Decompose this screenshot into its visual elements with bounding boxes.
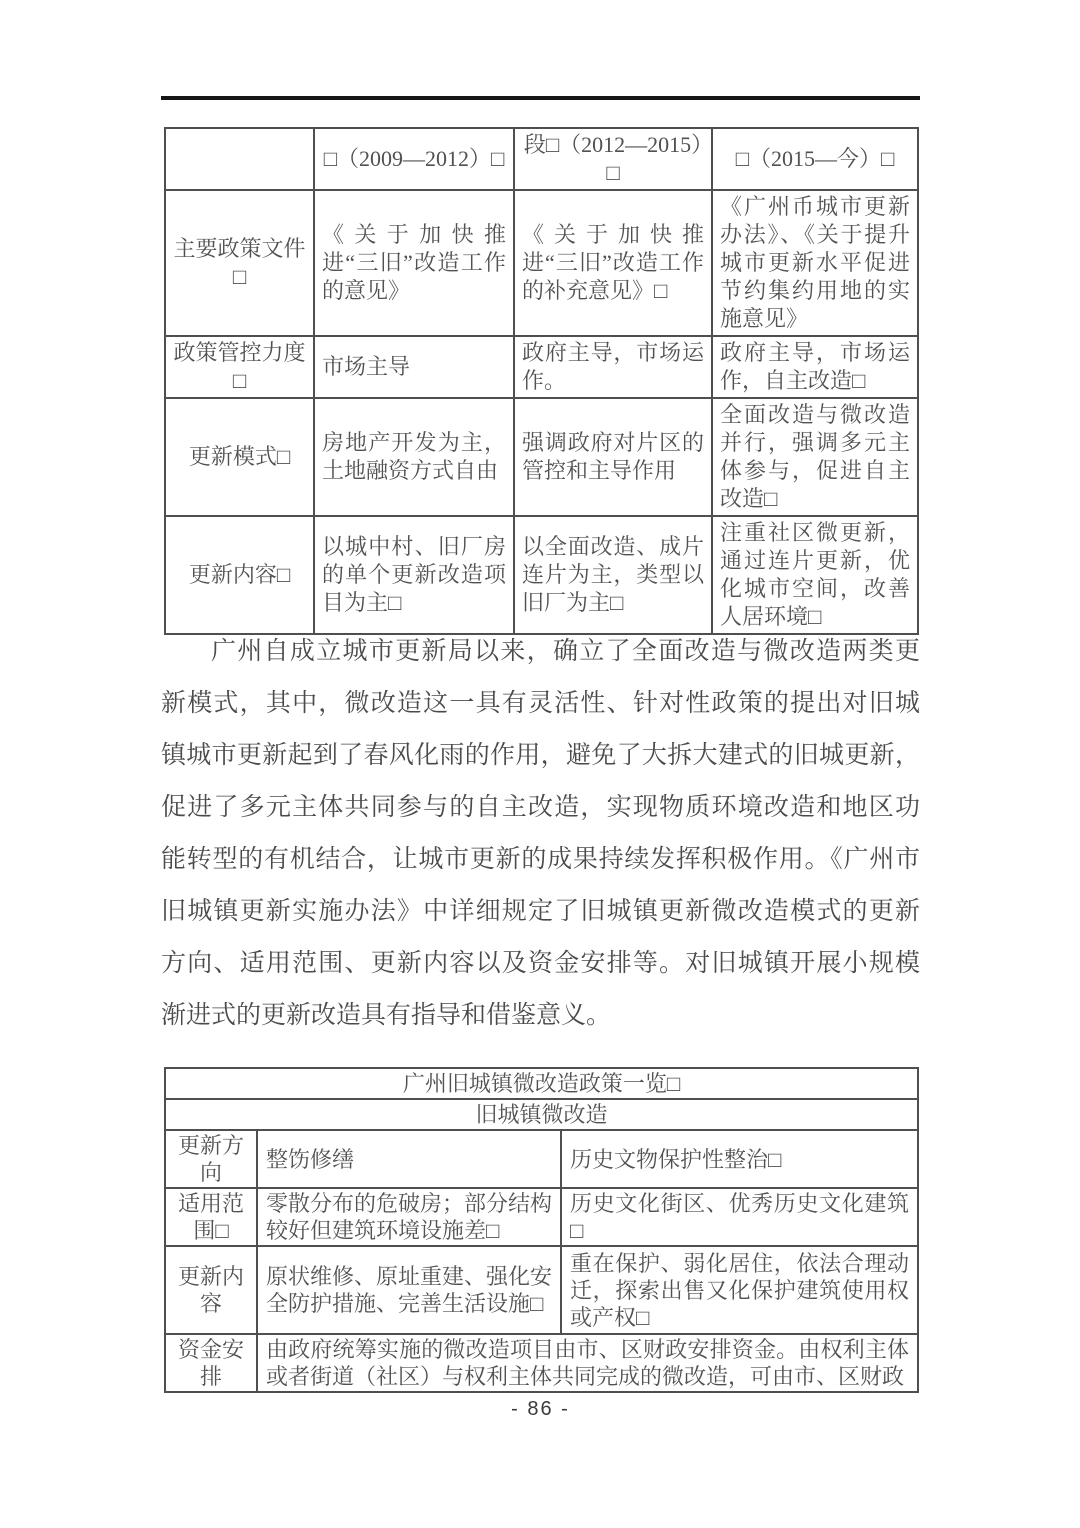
table-subtitle-row — [165, 1099, 918, 1130]
paragraph-line: 渐进式的更新改造具有指导和借鉴意义。 — [161, 1002, 612, 1029]
paragraph-line: 旧城镇更新实施办法》中详细规定了旧城镇更新微改造模式的更新 — [161, 898, 920, 925]
table-cell: 《关于加快推进“三旧”改造工作的补充意见》□ — [514, 190, 712, 336]
paragraph-line: 方向、适用范围、更新内容以及资金安排等。对旧城镇开展小规模 — [161, 950, 920, 977]
row-label: 适用范围□ — [165, 1188, 257, 1246]
table-cell: 以全面改造、成片连片为主，类型以旧厂为主□ — [514, 516, 712, 634]
paragraph-line: 促进了多元主体共同参与的自主改造，实现物质环境改造和地区功 — [161, 794, 920, 821]
table-header-row — [165, 128, 918, 190]
table-row — [165, 190, 918, 336]
table-title: 广州旧城镇微改造政策一览□ — [165, 1068, 918, 1099]
table-header-phase1: □（2009—2012）□ — [314, 128, 514, 190]
paragraph-line: 新模式，其中，微改造这一具有灵活性、针对性政策的提出对旧城 — [161, 690, 920, 717]
table-cell: 注重社区微更新，通过连片更新，优化城市空间，改善人居环境□ — [712, 516, 918, 634]
table-header-phase2: 段□（2012—2015）□ — [514, 128, 712, 190]
table-header-empty-cell — [165, 128, 314, 190]
table-cell: 《关于加快推进“三旧”改造工作的意见》 — [314, 190, 514, 336]
table-cell: 重在保护、弱化居住，依法合理动迁，探索出售又化保护建筑使用权或产权□ — [561, 1246, 918, 1334]
row-label: 政策管控力度□ — [165, 336, 314, 398]
table-title-row — [165, 1068, 918, 1099]
row-label: 更新内容 — [165, 1246, 257, 1334]
table-cell: 原状维修、原址重建、强化安全防护措施、完善生活设施□ — [257, 1246, 561, 1334]
page-number: - 86 - — [511, 1398, 570, 1420]
table-row — [165, 1334, 918, 1392]
table-cell: 市场主导 — [314, 336, 514, 398]
table-cell: 全面改造与微改造并行，强调多元主体参与，促进自主改造□ — [712, 398, 918, 516]
table-cell: 零散分布的危破房；部分结构较好但建筑环境设施差□ — [257, 1188, 561, 1246]
table-row — [165, 398, 918, 516]
table-row — [165, 1246, 918, 1334]
row-label: 更新模式□ — [165, 398, 314, 516]
table-cell: 由政府统筹实施的微改造项目由市、区财政安排资金。由权利主体或者街道（社区）与权利主体共同完成的微改造，可由市、区财政 — [257, 1334, 918, 1392]
paragraph-line: 广州自成立城市更新局以来，确立了全面改造与微改造两类更 — [211, 638, 920, 665]
table-row — [165, 336, 918, 398]
table-cell: 历史文物保护性整治□ — [561, 1130, 918, 1188]
table-cell: 《广州币城市更新办法》、《关于提升城市更新水平促进节约集约用地的实施意见》 — [712, 190, 918, 336]
header-rule — [161, 96, 920, 100]
body-paragraph — [161, 626, 920, 1042]
row-label: 资金安排 — [165, 1334, 257, 1392]
table-cell: 强调政府对片区的管控和主导作用 — [514, 398, 712, 516]
row-label: 更新内容□ — [165, 516, 314, 634]
table-row — [165, 516, 918, 634]
paragraph-line: 能转型的有机结合，让城市更新的成果持续发挥积极作用。《广州市 — [161, 846, 920, 873]
table-subtitle: 旧城镇微改造 — [165, 1099, 918, 1130]
table-cell: 政府主导，市场运作，自主改造□ — [712, 336, 918, 398]
table-row — [165, 1130, 918, 1188]
table-cell: 政府主导，市场运作。 — [514, 336, 712, 398]
policy-phase-table — [164, 127, 919, 635]
micro-renewal-policy-table — [164, 1067, 919, 1393]
paragraph-line: 镇城市更新起到了春风化雨的作用，避免了大拆大建式的旧城更新， — [161, 742, 920, 769]
row-label: 主要政策文件□ — [165, 190, 314, 336]
table-cell: 整饬修缮 — [257, 1130, 561, 1188]
table-header-phase3: □（2015—今）□ — [712, 128, 918, 190]
table-cell: 历史文化街区、优秀历史文化建筑□ — [561, 1188, 918, 1246]
row-label: 更新方向 — [165, 1130, 257, 1188]
table-cell: 房地产开发为主，土地融资方式自由 — [314, 398, 514, 516]
table-row — [165, 1188, 918, 1246]
table-cell: 以城中村、旧厂房的单个更新改造项目为主□ — [314, 516, 514, 634]
